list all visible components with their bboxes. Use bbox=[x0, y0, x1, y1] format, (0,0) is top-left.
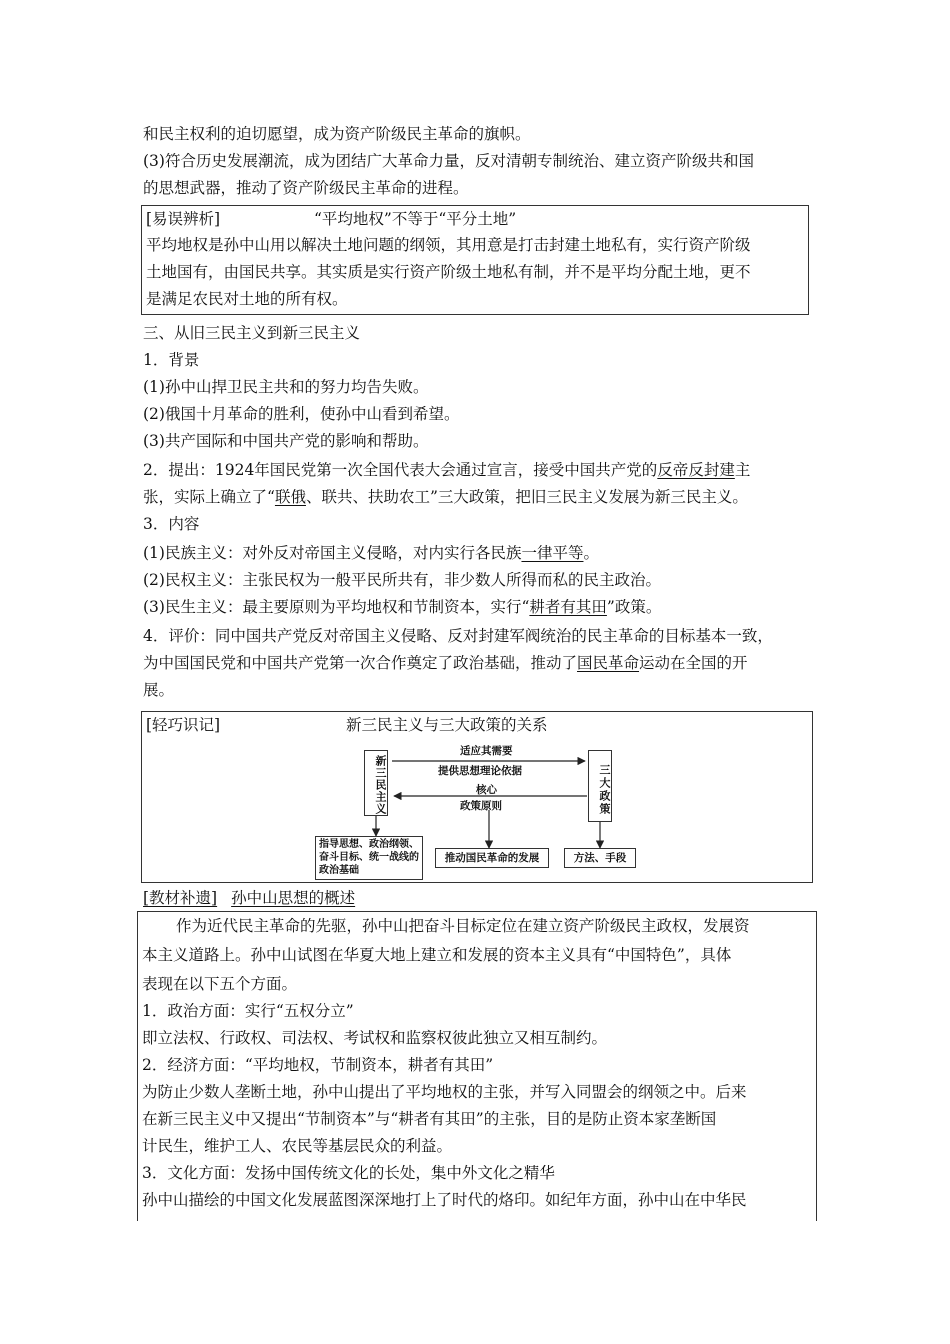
mistake-analysis-box bbox=[141, 205, 809, 315]
node-promote-revolution: 推动国民革命的发展 bbox=[435, 848, 549, 868]
supplement-text-2a: 为防止少数人垄断土地，孙中山提出了平均地权的主张，并写入同盟会的纲领之中。后来 bbox=[142, 1083, 747, 1101]
intro-line-3: 的思想武器，推动了资产阶级民主革命的进程。 bbox=[143, 179, 469, 197]
label-needs: 适应其需要 bbox=[460, 745, 513, 757]
memory-box bbox=[141, 711, 813, 883]
node-guiding-ideology: 指导思想、政治纲领、奋斗目标、统一战线的政治基础 bbox=[315, 836, 423, 880]
content-3-underline: 耕者有其田 bbox=[529, 598, 607, 616]
mistake-box-line-3: 是满足农民对土地的所有权。 bbox=[146, 290, 348, 308]
background-item-3: (3)共产国际和中国共产党的影响和帮助。 bbox=[143, 432, 429, 450]
background-item-2: (2)俄国十月革命的胜利，使孙中山看到希望。 bbox=[143, 405, 460, 423]
background-title: 1．背景 bbox=[143, 351, 200, 369]
memory-box-tag: [轻巧识记] bbox=[146, 716, 221, 734]
supplement-title: 孙中山思想的概述 bbox=[231, 889, 356, 907]
mistake-box-tag: [易误辨析] bbox=[146, 210, 221, 228]
supplement-heading-1: 1．政治方面：实行“五权分立” bbox=[142, 1002, 354, 1020]
content-item-1 bbox=[143, 542, 599, 564]
node-methods: 方法、手段 bbox=[564, 848, 636, 868]
supplement-p3: 表现在以下五个方面。 bbox=[142, 975, 298, 993]
content-title: 3．内容 bbox=[143, 515, 200, 533]
section-heading: 三、从旧三民主义到新三民主义 bbox=[143, 324, 361, 342]
supplement-p1: 作为近代民主革命的先驱，孙中山把奋斗目标定位在建立资产阶级民主政权，发展资 bbox=[176, 917, 750, 935]
supplement-text-2b: 在新三民主义中又提出“节制资本”与“耕者有其田”的主张，目的是防止资本家垄断国 bbox=[142, 1110, 717, 1128]
content-3-text-b: ”政策。 bbox=[606, 598, 662, 616]
intro-line-2: (3)符合历史发展潮流，成为团结广大革命力量，反对清朝专制统治、建立资产阶级共和国 bbox=[143, 152, 754, 170]
supplement-header bbox=[143, 887, 355, 909]
evaluation-text-a: 为中国国民党和中国共产党第一次合作奠定了政治基础，推动了 bbox=[143, 654, 578, 672]
mistake-box-title: “平均地权”不等于“平分土地” bbox=[314, 210, 517, 228]
intro-line-1: 和民主权利的迫切愿望，成为资产阶级民主革命的旗帜。 bbox=[143, 125, 531, 143]
evaluation-line-2 bbox=[143, 652, 748, 674]
node-new-three-principles: 新三民主义 bbox=[364, 750, 388, 816]
label-policy-principle: 政策原则 bbox=[460, 800, 502, 812]
content-1-text-a: (1)民族主义：对外反对帝国主义侵略，对内实行各民族 bbox=[143, 544, 522, 562]
mistake-box-line-1: 平均地权是孙中山用以解决土地问题的纲领，其用意是打击封建土地私有，实行资产阶级 bbox=[146, 236, 751, 254]
supplement-text-2c: 计民生，维护工人、农民等基层民众的利益。 bbox=[142, 1137, 453, 1155]
label-theory-basis: 提供思想理论依据 bbox=[438, 765, 522, 777]
supplement-box bbox=[137, 911, 817, 1221]
content-item-2: (2)民权主义：主张民权为一般平民所共有，非少数人所得而私的民主政治。 bbox=[143, 571, 661, 589]
proposal-line-2 bbox=[143, 486, 748, 508]
content-1-underline: 一律平等 bbox=[521, 544, 584, 562]
label-core: 核心 bbox=[476, 784, 497, 796]
content-1-text-b: 。 bbox=[583, 544, 599, 562]
evaluation-underline: 国民革命 bbox=[577, 654, 640, 672]
proposal-underline-ally-russia: 联俄 bbox=[274, 488, 306, 506]
supplement-text-1: 即立法权、行政权、司法权、考试权和监察权彼此独立又相互制约。 bbox=[142, 1029, 608, 1047]
supplement-p2: 本主义道路上。孙中山试图在华夏大地上建立和发展的资本主义具有“中国特色”，具体 bbox=[142, 946, 732, 964]
evaluation-text-b: 运动在全国的开 bbox=[639, 654, 748, 672]
mistake-box-line-2: 土地国有，由国民共享。其实质是实行资产阶级土地私有制，并不是平均分配土地，更不 bbox=[146, 263, 751, 281]
proposal-underline-anti-imperialism: 反帝反封建 bbox=[657, 461, 735, 479]
evaluation-line-3: 展。 bbox=[143, 681, 175, 699]
supplement-tag: [教材补遗] bbox=[143, 889, 218, 907]
proposal-text-c: 张，实际上确立了“ bbox=[143, 488, 275, 506]
content-3-text-a: (3)民生主义：最主要原则为平均地权和节制资本，实行“ bbox=[143, 598, 530, 616]
supplement-heading-2: 2．经济方面：“平均地权，节制资本，耕者有其田” bbox=[142, 1056, 494, 1074]
background-item-1: (1)孙中山捍卫民主共和的努力均告失败。 bbox=[143, 378, 429, 396]
memory-box-title: 新三民主义与三大政策的关系 bbox=[346, 716, 548, 734]
proposal-text-b: 主 bbox=[734, 461, 751, 479]
proposal-text-d: 、联共、扶助农工”三大政策，把旧三民主义发展为新三民主义。 bbox=[305, 488, 748, 506]
evaluation-line-1: 4．评价：同中国共产党反对帝国主义侵略、反对封建军阀统治的民主革命的目标基本一致， bbox=[143, 627, 773, 645]
content-item-3 bbox=[143, 596, 661, 618]
proposal-text-a: 2．提出：1924年国民党第一次全国代表大会通过宣言，接受中国共产党的 bbox=[143, 461, 658, 479]
supplement-text-3: 孙中山描绘的中国文化发展蓝图深深地打上了时代的烙印。如纪年方面，孙中山在中华民 bbox=[142, 1191, 747, 1209]
proposal-line-1 bbox=[143, 459, 750, 481]
node-three-policies: 三大政策 bbox=[588, 750, 612, 822]
supplement-heading-3: 3．文化方面：发扬中国传统文化的长处，集中外文化之精华 bbox=[142, 1164, 555, 1182]
